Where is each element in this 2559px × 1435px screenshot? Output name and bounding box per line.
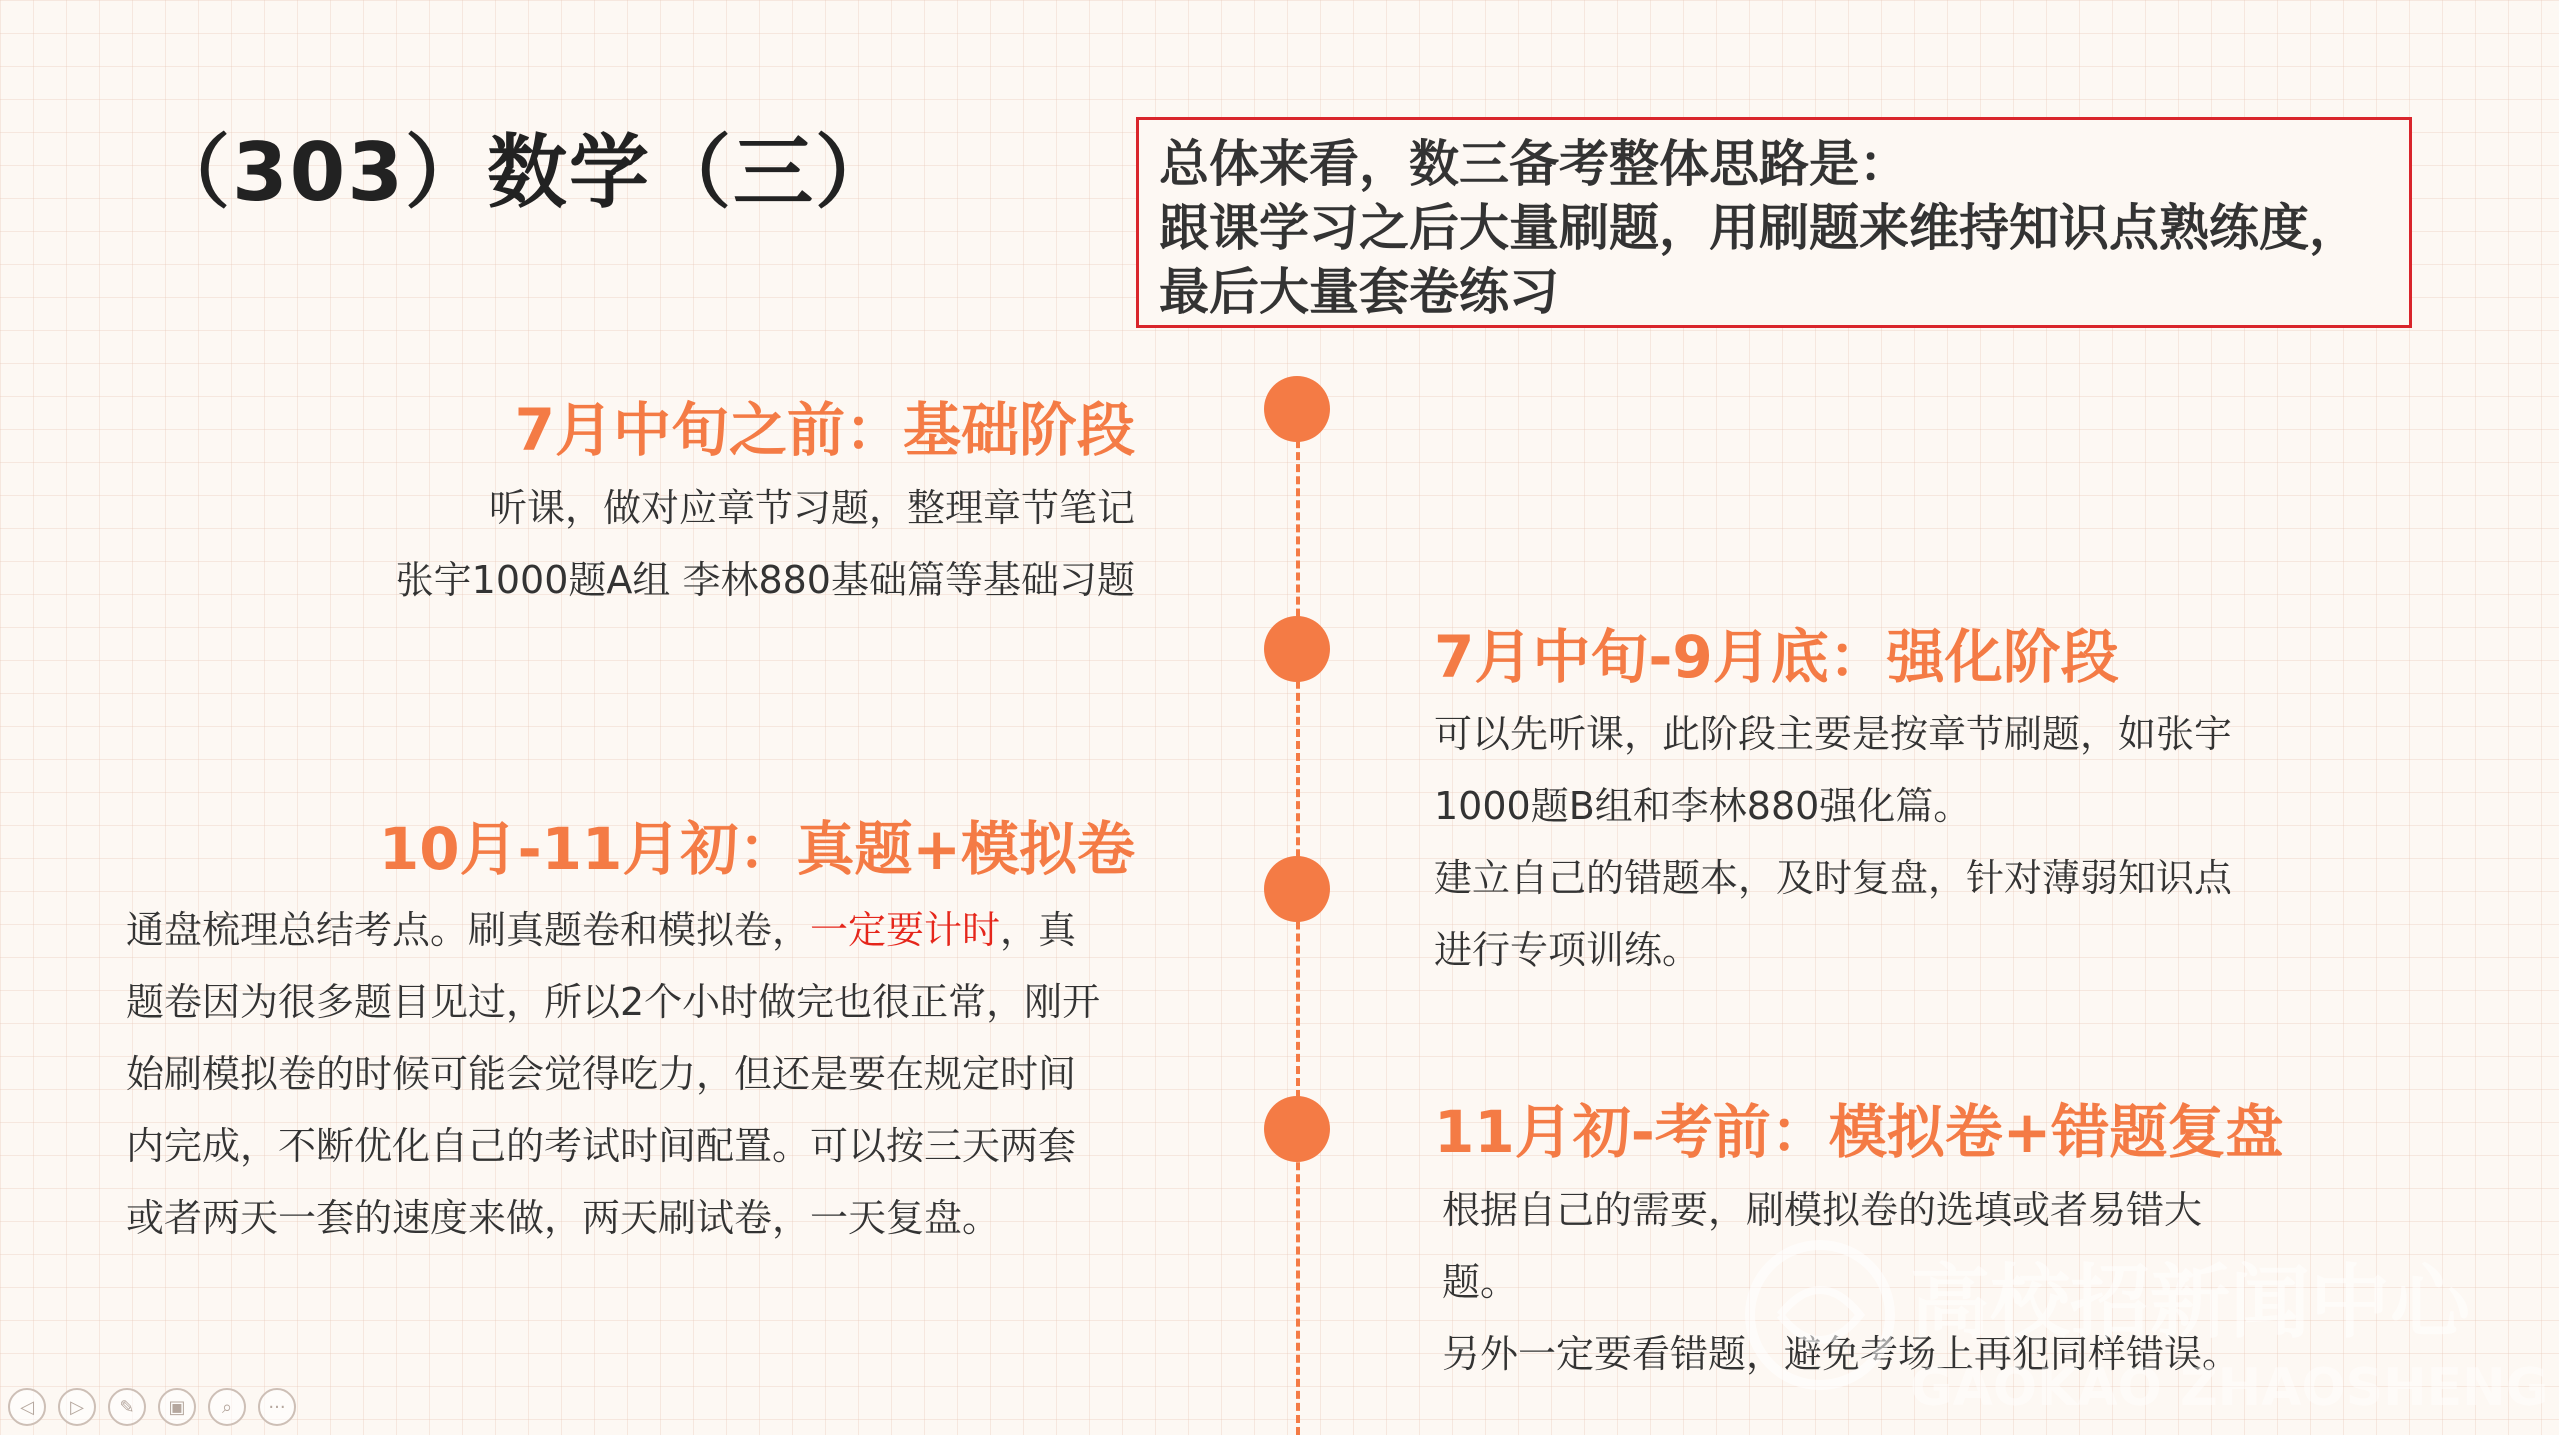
summary-line: 总体来看，数三备考整体思路是： xyxy=(1159,135,1909,193)
summary-line: 跟课学习之后大量刷题，用刷题来维持知识点熟练度， xyxy=(1159,199,2359,257)
stage-body-past-papers xyxy=(126,894,1100,1254)
stage-line: 根据自己的需要，刷模拟卷的选填或者易错大 xyxy=(1442,1188,2203,1232)
stage-body-final-review xyxy=(1442,1174,2240,1390)
stage-title-strengthening: 7月中旬-9月底：强化阶段 xyxy=(1434,623,2119,691)
summary-box xyxy=(1136,117,2412,328)
stage-line: 另外一定要看错题，避免考场上再犯同样错误。 xyxy=(1442,1332,2241,1376)
timeline-dot xyxy=(1264,616,1330,682)
highlight-timed: 一定要计时 xyxy=(810,908,1001,952)
stage-line xyxy=(126,894,1100,966)
stage-body-strengthening xyxy=(1434,698,2232,986)
slide-toolbar xyxy=(8,1388,296,1428)
next-icon[interactable]: ▷ xyxy=(58,1388,96,1426)
watermark-subtext: GAOKAO ZHAOSHENG xyxy=(1910,1358,2549,1418)
stage-line: 张宇1000题A组 李林880基础篇等基础习题 xyxy=(395,558,1135,602)
zoom-icon[interactable]: ⌕ xyxy=(208,1388,246,1426)
stage-line: 进行专项训练。 xyxy=(1434,928,1701,972)
timeline-dot xyxy=(1264,376,1330,442)
stage-line: 内完成，不断优化自己的考试时间配置。可以按三天两套 xyxy=(126,1124,1077,1168)
stage-title-foundation: 7月中旬之前：基础阶段 xyxy=(514,396,1135,464)
stage-title-final-review: 11月初-考前：模拟卷+错题复盘 xyxy=(1434,1098,2284,1166)
timeline-dot xyxy=(1264,1096,1330,1162)
stage-line-part: 通盘梳理总结考点。刷真题卷和模拟卷， xyxy=(126,908,811,952)
watermark-text: 高校招新闻中心 xyxy=(1910,1256,2470,1349)
pen-icon[interactable]: ✎ xyxy=(108,1388,146,1426)
stage-line: 题卷因为很多题目见过，所以2个小时做完也很正常，刚开 xyxy=(126,980,1101,1024)
timeline-dot xyxy=(1264,856,1330,922)
stage-line: 1000题B组和李林880强化篇。 xyxy=(1434,784,1972,828)
slides-icon[interactable]: ▣ xyxy=(158,1388,196,1426)
stage-title-past-papers: 10月-11月初：真题+模拟卷 xyxy=(378,815,1135,883)
prev-icon[interactable]: ◁ xyxy=(8,1388,46,1426)
stage-line: 或者两天一套的速度来做，两天刷试卷，一天复盘。 xyxy=(126,1196,1001,1240)
stage-line: 听课，做对应章节习题，整理章节笔记 xyxy=(488,486,1135,530)
stage-line: 始刷模拟卷的时候可能会觉得吃力，但还是要在规定时间 xyxy=(126,1052,1077,1096)
stage-line: 题。 xyxy=(1442,1260,1519,1304)
more-icon[interactable]: ··· xyxy=(258,1388,296,1426)
stage-body-foundation xyxy=(396,472,1135,616)
stage-line-part: ，真 xyxy=(1000,908,1077,952)
summary-line: 最后大量套卷练习 xyxy=(1159,263,1559,321)
stage-line: 可以先听课，此阶段主要是按章节刷题，如张宇 xyxy=(1434,712,2233,756)
page-title: （303）数学（三） xyxy=(150,126,897,219)
stage-line: 建立自己的错题本，及时复盘，针对薄弱知识点 xyxy=(1434,856,2233,900)
